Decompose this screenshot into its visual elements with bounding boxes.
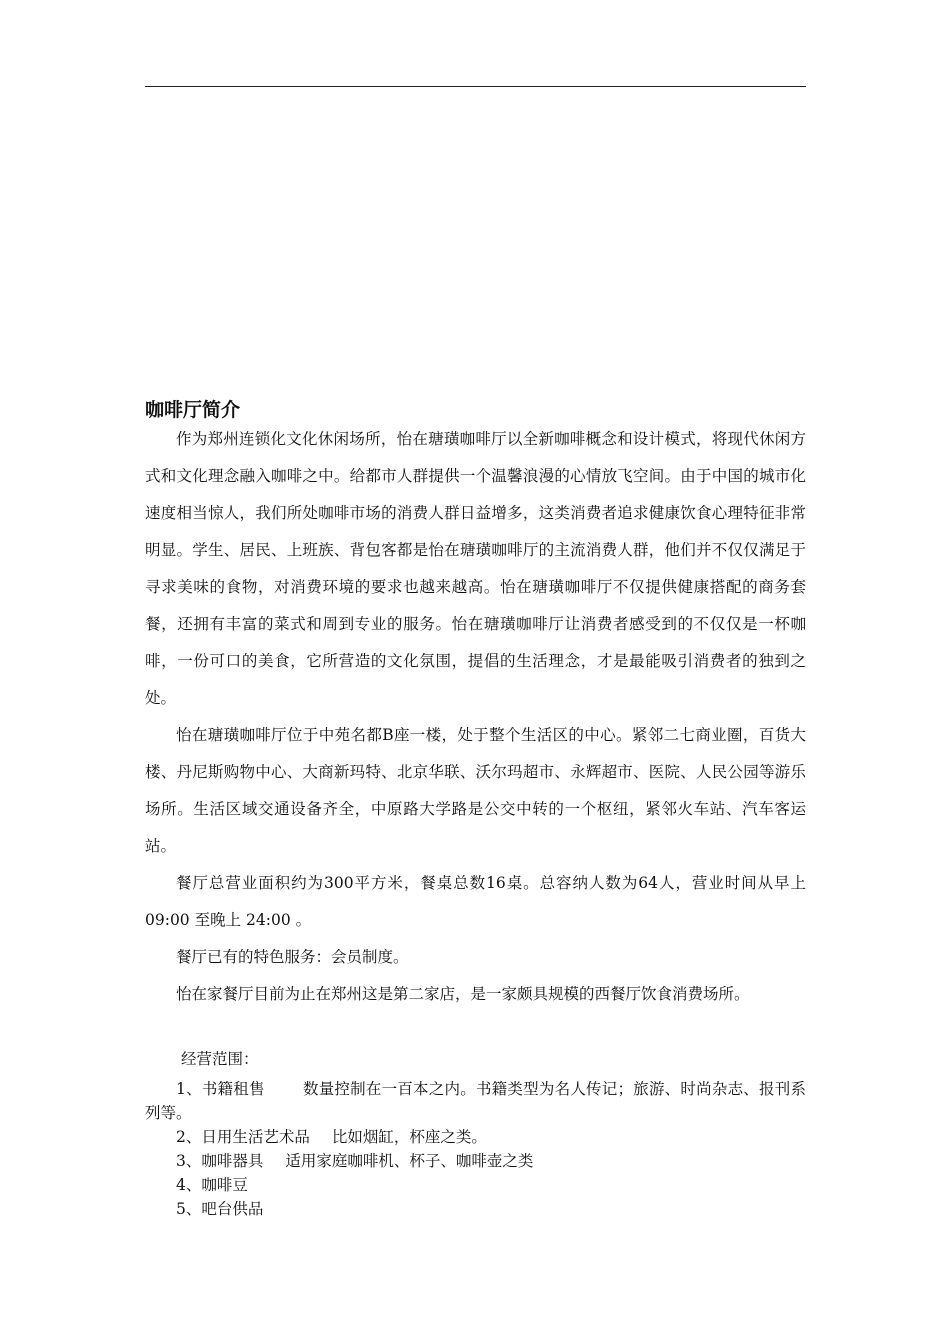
capacity-paragraph: 餐厅总营业面积约为300平方米，餐桌总数16桌。总容纳人数为64人，营业时间从早上09:00 至晚上 24:00 。: [145, 874, 806, 929]
scope-item-detail: 比如烟缸，杯座之类。: [331, 1128, 487, 1146]
scope-item-label: 4、咖啡豆: [176, 1176, 248, 1194]
scope-item-label: 2、日用生活艺术品: [176, 1128, 310, 1146]
scope-heading: 经营范围：: [181, 1050, 259, 1068]
document-body: [145, 396, 806, 1221]
scope-item-label: 1、书籍租售: [176, 1080, 265, 1098]
scope-item-label: 3、咖啡器具: [176, 1152, 264, 1170]
scope-item: [145, 1077, 806, 1125]
services-paragraph: 餐厅已有的特色服务：会员制度。: [176, 948, 409, 966]
scope-item: [145, 1149, 806, 1173]
scope-item: [145, 1125, 806, 1149]
intro-paragraph: 作为郑州连锁化文化休闲场所，怡在瑭璜咖啡厅以全新咖啡概念和设计模式，将现代休闲方式和文化理念融入咖啡之中。给都市人群提供一个温馨浪漫的心情放飞空间。由于中国的城市化速度相当惊人，我们所处咖啡市场的消费人群日益增多，这类消费者追求健康饮食心理特征非常明显。学生、居民、上班族、背包客都是怡在瑭璜咖啡厅的主流消费人群，他们并不仅仅满足于寻求美味的食物，对消费环境的要求也越来越高。怡在瑭璜咖啡厅不仅提供健康搭配的商务套餐，还拥有丰富的菜式和周到专业的服务。怡在瑭璜咖啡厅让消费者感受到的不仅仅是一杯咖啡，一份可口的美食，它所营造的文化氛围，提倡的生活理念，才是最能吸引消费者的独到之处。: [145, 430, 806, 707]
scope-item: [145, 1173, 806, 1197]
scope-item-label: 5、吧台供品: [176, 1200, 264, 1218]
branch-paragraph: 怡在家餐厅目前为止在郑州这是第二家店，是一家颇具规模的西餐厅饮食消费场所。: [176, 985, 750, 1003]
scope-item: [145, 1197, 806, 1221]
header-rule: [145, 86, 806, 87]
document-title: 咖啡厅简介: [145, 399, 241, 421]
location-paragraph: 怡在瑭璜咖啡厅位于中苑名都B座一楼，处于整个生活区的中心。紧邻二七商业圈，百货大楼、丹尼斯购物中心、大商新玛特、北京华联、沃尔玛超市、永辉超市、医院、人民公园等游乐场所。生活区域交通设备齐全，中原路大学路是公交中转的一个枢纽，紧邻火车站、汽车客运站。: [145, 726, 806, 855]
section-spacer: [145, 1013, 806, 1047]
scope-item-detail: 数量控制在一百本之内。书籍类型为名人传记；旅游、时尚杂志、报刊系列等。: [145, 1080, 806, 1122]
scope-item-detail: 适用家庭咖啡机、杯子、咖啡壶之类: [285, 1152, 534, 1170]
